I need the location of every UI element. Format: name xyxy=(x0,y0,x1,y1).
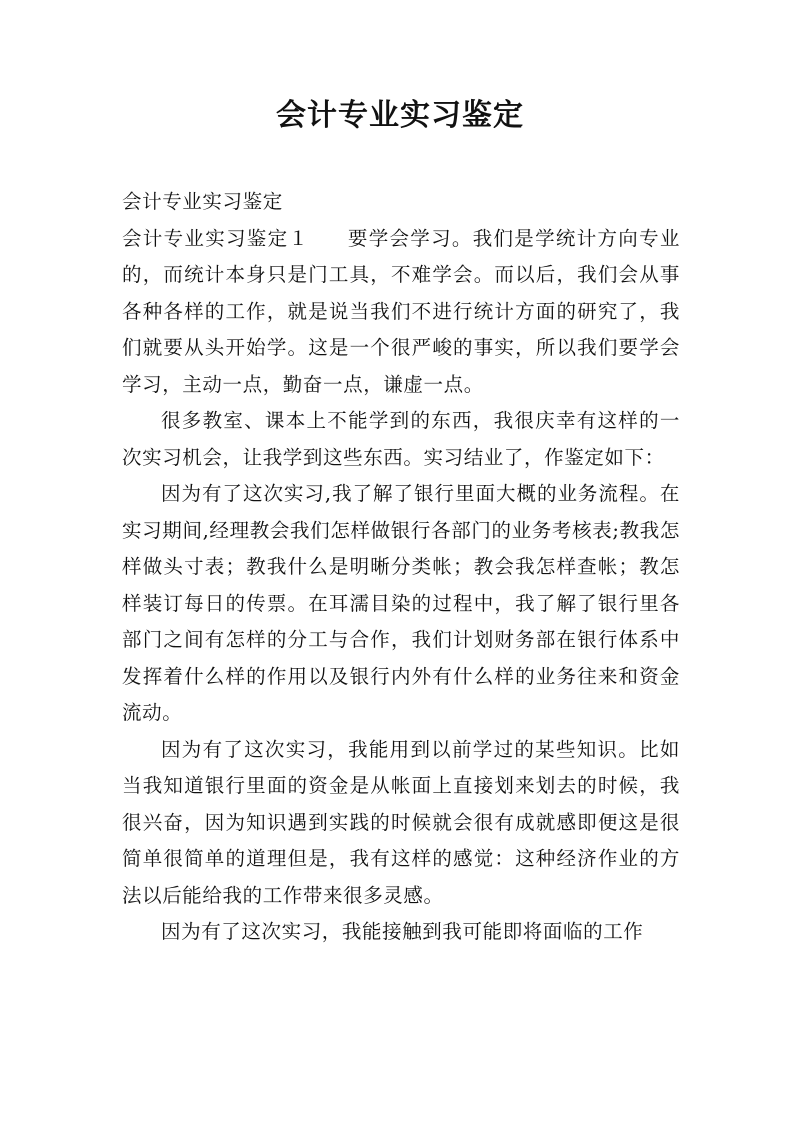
paragraph-1-lead: 会计专业实习鉴定１ xyxy=(122,226,310,250)
paragraph-1-text: 要学会学习。我们是学统计方向专业的，而统计本身只是门工具，不难学会。而以后，我们会从事各种各样的工作，就是说当我们不进行统计方面的研究了，我们就要从头开始学。这是一个很严峻的事实，所以我们要学会学习，主动一点，勤奋一点，谦虚一点。 xyxy=(122,226,680,396)
section-heading: 会计专业实习鉴定 xyxy=(122,190,283,213)
paragraph-3: 因为有了这次实习,我了解了银行里面大概的业务流程。在实习期间,经理教会我们怎样做银行各部门的业务考核表;教我怎样做头寸表；教我什么是明晰分类帐；教会我怎样查帐；教怎样装订每日的传票。在耳濡目染的过程中，我了解了银行里各部门之间有怎样的分工与合作，我们计划财务部在银行体系中发挥着什么样的作用以及银行内外有什么样的业务往来和资金流动。 xyxy=(122,482,680,724)
paragraph-4: 因为有了这次实习，我能用到以前学过的某些知识。比如当我知道银行里面的资金是从帐面上直接划来划去的时候，我很兴奋，因为知识遇到实践的时候就会很有成就感即便这是很简单很简单的道理但是，我有这样的感觉：这种经济作业的方法以后能给我的工作带来很多灵感。 xyxy=(122,737,680,907)
paragraph-2: 很多教室、课本上不能学到的东西，我很庆幸有这样的一次实习机会，让我学到这些东西。实习结业了，作鉴定如下： xyxy=(122,409,680,469)
document-title: 会计专业实习鉴定 xyxy=(276,98,524,133)
paragraph-5: 因为有了这次实习，我能接触到我可能即将面临的工作 xyxy=(161,920,644,943)
paragraph-1 xyxy=(122,221,680,404)
document-body xyxy=(122,184,680,951)
